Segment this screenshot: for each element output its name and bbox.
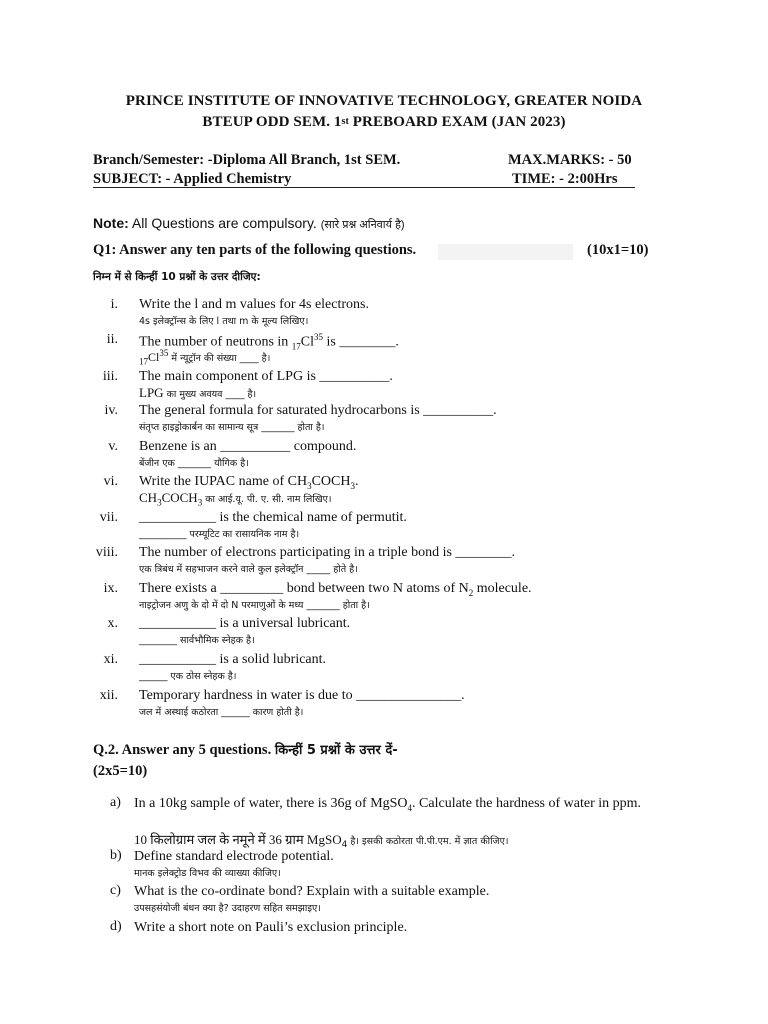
item-number: i. bbox=[110, 297, 118, 312]
item-hindi: मानक इलेक्ट्रोड विभव की व्याख्या कीजिए। bbox=[134, 868, 281, 879]
note bbox=[93, 215, 405, 232]
item-english bbox=[139, 474, 358, 491]
item-english: ___________ is a universal lubricant. bbox=[139, 616, 351, 631]
item-english: Write the l and m values for 4s electrons. bbox=[139, 297, 369, 312]
item-hindi bbox=[139, 385, 256, 401]
item-english: Write a short note on Pauli’s exclusion principle. bbox=[134, 920, 408, 935]
item-english: What is the co-ordinate bond? Explain with a suitable example. bbox=[134, 884, 490, 899]
text-part: molecule. bbox=[473, 581, 532, 596]
q1-title: Q1: Answer any ten parts of the following questions. bbox=[93, 242, 417, 258]
note-text: All Questions are compulsory. bbox=[128, 215, 321, 231]
q2-title bbox=[93, 740, 398, 759]
item-english bbox=[134, 795, 674, 817]
item-number: iv. bbox=[104, 403, 118, 418]
exam-title-post: PREBOARD EXAM (JAN 2023) bbox=[348, 114, 566, 130]
item-number: vi. bbox=[103, 474, 118, 489]
item-number: d) bbox=[110, 919, 122, 934]
item-english: Temporary hardness in water is due to _______________. bbox=[139, 688, 465, 703]
q2-marks: (2x5=10) bbox=[93, 763, 148, 779]
text-sup: 35 bbox=[159, 348, 169, 358]
text-part: . Calculate the hardness of water in ppm. bbox=[412, 796, 642, 811]
item-english: The general formula for saturated hydrocarbons is __________. bbox=[139, 403, 497, 418]
item-number: iii. bbox=[102, 369, 118, 384]
item-hindi bbox=[134, 830, 508, 850]
item-number: x. bbox=[107, 616, 118, 631]
text-part: 10 किलोग्राम जल के नमूने में 36 ग्राम MgSO bbox=[134, 832, 342, 847]
branch-semester: Branch/Semester: -Diploma All Branch, 1st SEM. bbox=[93, 152, 401, 168]
note-label: Note: bbox=[93, 215, 129, 231]
item-number: ix. bbox=[103, 581, 118, 596]
text-part: Cl bbox=[300, 334, 315, 350]
item-english bbox=[139, 581, 532, 598]
text-sub: 3 bbox=[307, 480, 312, 491]
text-part: Write the IUPAC name of CH bbox=[139, 474, 308, 489]
institute-title: PRINCE INSTITUTE OF INNOVATIVE TECHNOLOGY, GREATER NOIDA bbox=[125, 93, 643, 109]
item-hindi bbox=[139, 490, 331, 508]
exam-title-pre: BTEUP ODD SEM. 1 bbox=[202, 114, 342, 130]
text-part: में न्यूट्रॉन की संख्या ____ है। bbox=[168, 353, 271, 364]
exam-title-sup: st bbox=[341, 116, 349, 127]
max-marks: MAX.MARKS: - 50 bbox=[508, 152, 632, 168]
text-part: . bbox=[354, 474, 359, 489]
q2-title-text: Q.2. Answer any 5 questions. bbox=[93, 742, 275, 758]
text-sub: 3 bbox=[350, 480, 355, 491]
q1-marks: (10x1=10) bbox=[587, 242, 649, 258]
text-sub: 2 bbox=[468, 587, 474, 598]
exam-title bbox=[0, 114, 768, 131]
item-hindi: नाइट्रोजन अणु के दो में दो N परमाणुओं के मध्य _______ होता है। bbox=[139, 600, 370, 611]
text-part: CH bbox=[139, 490, 158, 505]
item-hindi: उपसहसंयोजी बंधन क्या है? उदाहरण सहित समझाइए। bbox=[134, 903, 321, 914]
item-hindi: बेंजीन एक _______ यौगिक है। bbox=[139, 458, 249, 469]
item-hindi: __________ परम्यूटिट का रासायनिक नाम है। bbox=[139, 529, 300, 540]
item-number: xii. bbox=[99, 688, 118, 703]
text-part: In a 10kg sample of water, there is 36g of MgSO bbox=[134, 796, 408, 811]
item-number: a) bbox=[110, 795, 121, 810]
item-hindi: एक त्रिबंध में सहभाजन करने वाले कुल इलेक्ट्रॉन _____ होते है। bbox=[139, 564, 358, 575]
text-sub: 4 bbox=[407, 802, 413, 813]
item-hindi bbox=[139, 348, 270, 366]
text-part: Cl bbox=[148, 350, 160, 364]
text-part: LPG bbox=[139, 385, 164, 400]
q2-title-hindi: किन्हीं 5 प्रश्नों के उत्तर दें- bbox=[274, 743, 398, 758]
item-english: ___________ is a solid lubricant. bbox=[139, 652, 327, 667]
note-hindi: (सारे प्रश्न अनिवार्य है) bbox=[320, 219, 405, 231]
q1-hindi: निम्न में से किन्हीं 10 प्रश्नों के उत्तर दीजिए: bbox=[93, 271, 261, 283]
item-number: xi. bbox=[103, 652, 118, 667]
item-hindi: ______ एक ठोस स्नेहक है। bbox=[139, 671, 237, 682]
item-number: b) bbox=[110, 848, 122, 863]
q1-shade bbox=[438, 244, 573, 260]
subject: SUBJECT: - Applied Chemistry bbox=[93, 171, 292, 187]
item-number: c) bbox=[110, 883, 121, 898]
text-part: The number of neutrons in bbox=[139, 334, 292, 350]
item-english: Define standard electrode potential. bbox=[134, 849, 334, 864]
item-number: viii. bbox=[95, 545, 118, 560]
item-english: Benzene is an __________ compound. bbox=[139, 439, 357, 454]
text-sub: 4 bbox=[341, 839, 348, 850]
text-part: is ________. bbox=[323, 334, 399, 350]
text-sub: 17 bbox=[291, 341, 301, 352]
text-part: COCH bbox=[311, 474, 351, 489]
exam-time: TIME: - 2:00Hrs bbox=[512, 171, 618, 187]
text-sub: 3 bbox=[157, 497, 162, 508]
text-sub: 3 bbox=[197, 497, 203, 508]
item-english: ___________ is the chemical name of permutit. bbox=[139, 510, 407, 525]
text-part: COCH bbox=[161, 490, 198, 505]
text-part: There exists a _________ bond between two N atoms of N bbox=[139, 581, 469, 596]
item-english: The number of electrons participating in a triple bond is ________. bbox=[139, 545, 515, 560]
item-number: v. bbox=[108, 439, 118, 454]
item-hindi: ________ सार्वभौमिक स्नेहक है। bbox=[139, 635, 255, 646]
item-hindi: 4s इलेक्ट्रॉन्स के लिए l तथा m के मूल्य लिखिए। bbox=[139, 316, 309, 327]
item-hindi: संतृप्त हाइड्रोकार्बन का सामान्य सूत्र _______ होता है। bbox=[139, 422, 325, 433]
item-number: ii. bbox=[106, 332, 118, 347]
item-hindi: जल में अस्थाई कठोरता ______ कारण होती है। bbox=[139, 707, 304, 718]
item-number: vii. bbox=[99, 510, 118, 525]
text-part: का आई.यू. पी. ए. सी. नाम लिखिए। bbox=[202, 494, 332, 505]
item-english: The main component of LPG is __________. bbox=[139, 369, 393, 384]
text-sub: 17 bbox=[139, 356, 148, 367]
text-sup: 35 bbox=[314, 332, 324, 342]
text-part: है। इसकी कठोरता पी.पी.एम. में ज्ञात कीजिए। bbox=[347, 836, 509, 847]
text-part: का मुख्य अवयव ____ है। bbox=[163, 389, 257, 400]
